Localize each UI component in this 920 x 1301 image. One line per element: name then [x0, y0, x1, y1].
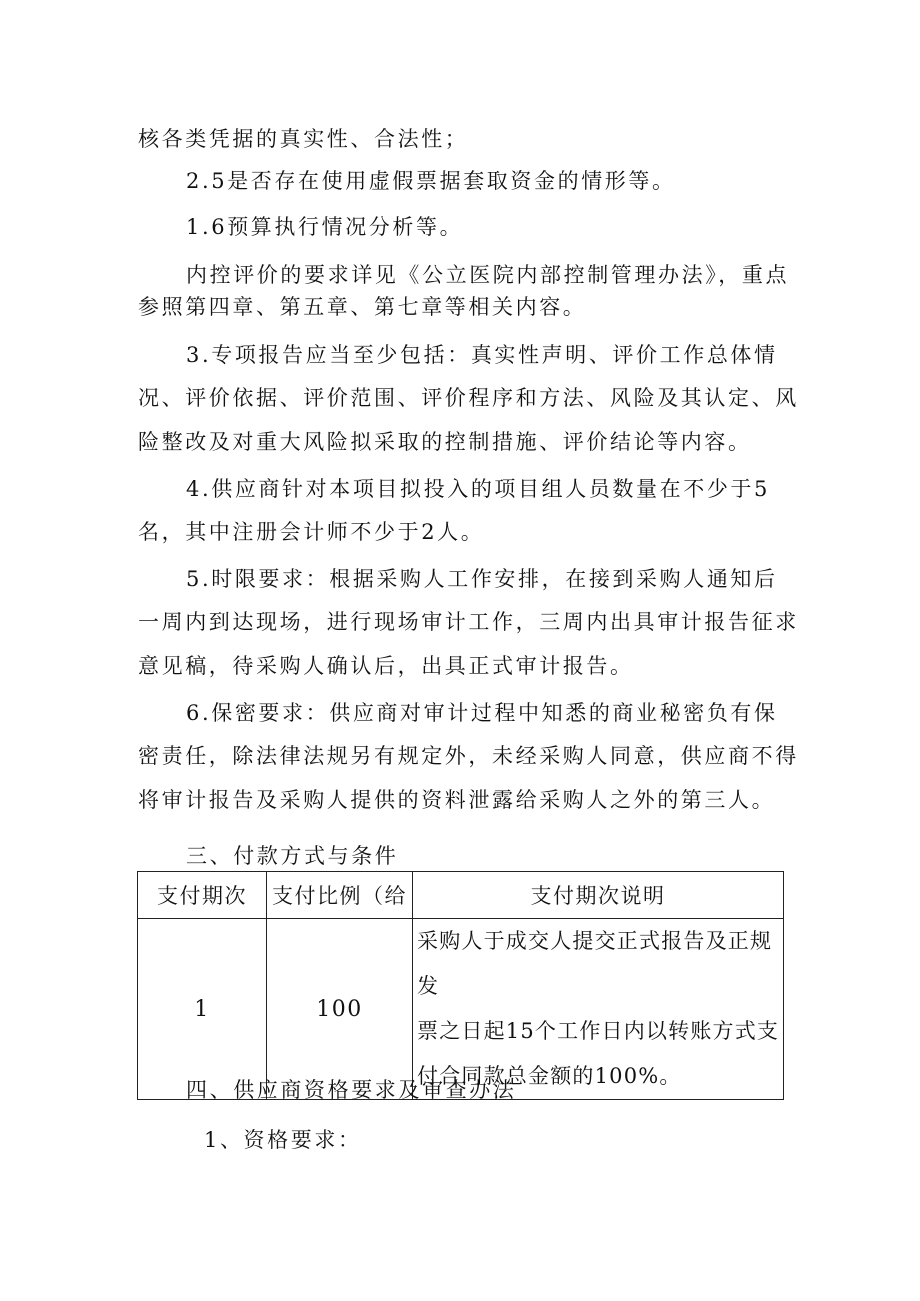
item-6-line-1: 6.保密要求：供应商对审计过程中知悉的商业秘密负有保	[186, 701, 778, 725]
header-period: 支付期次	[138, 872, 267, 919]
item-2-5: 2.5是否存在使用虚假票据套取资金的情形等。	[186, 169, 676, 193]
table-row	[138, 919, 784, 1100]
item-3-line-1: 3.专项报告应当至少包括：真实性声明、评价工作总体情	[186, 343, 778, 367]
item-6-line-3: 将审计报告及采购人提供的资料泄露给采购人之外的第三人。	[138, 788, 776, 812]
table-header-row	[138, 872, 784, 919]
item-4-line-1: 4.供应商针对本项目拟投入的项目组人员数量在不少于5	[186, 477, 770, 501]
item-5-line-3: 意见稿，待采购人确认后，出具正式审计报告。	[138, 654, 634, 678]
subheading-qualification-requirements: 1、资格要求：	[204, 1128, 362, 1152]
payment-table	[137, 871, 784, 1100]
section-heading-qualification: 四、供应商资格要求及审查办法	[186, 1078, 517, 1102]
item-5-line-1: 5.时限要求：根据采购人工作安排，在接到采购人通知后	[186, 567, 778, 591]
cell-period: 1	[138, 919, 267, 1100]
header-description: 支付期次说明	[413, 872, 784, 919]
internal-control-paragraph-line-1: 内控评价的要求详见《公立医院内部控制管理办法》，重点	[186, 263, 790, 287]
description-line-3: 付合同款总金额的100%。	[417, 1064, 682, 1088]
header-ratio: 支付比例（给	[267, 872, 413, 919]
description-line-1: 采购人于成交人提交正式报告及正规发	[417, 929, 773, 998]
item-3-line-3: 险整改及对重大风险拟采取的控制措施、评价结论等内容。	[138, 430, 752, 454]
item-6-line-2: 密责任，除法律法规另有规定外，未经采购人同意，供应商不得	[138, 744, 799, 768]
section-heading-payment: 三、付款方式与条件	[186, 844, 399, 868]
cell-ratio: 100	[267, 919, 413, 1100]
item-5-line-2: 一周内到达现场，进行现场审计工作，三周内出具审计报告征求	[138, 610, 799, 634]
description-line-2: 票之日起15个工作日内以转账方式支	[417, 1019, 780, 1043]
item-4-line-2: 名，其中注册会计师不少于2人。	[138, 520, 485, 544]
item-3-line-2: 况、评价依据、评价范围、评价程序和方法、风险及其认定、风	[138, 386, 799, 410]
cell-description	[413, 919, 784, 1100]
item-1-6: 1.6预算执行情况分析等。	[186, 215, 464, 239]
internal-control-paragraph-line-2: 参照第四章、第五章、第七章等相关内容。	[138, 295, 587, 319]
paragraph-line: 核各类凭据的真实性、合法性；	[138, 127, 469, 151]
